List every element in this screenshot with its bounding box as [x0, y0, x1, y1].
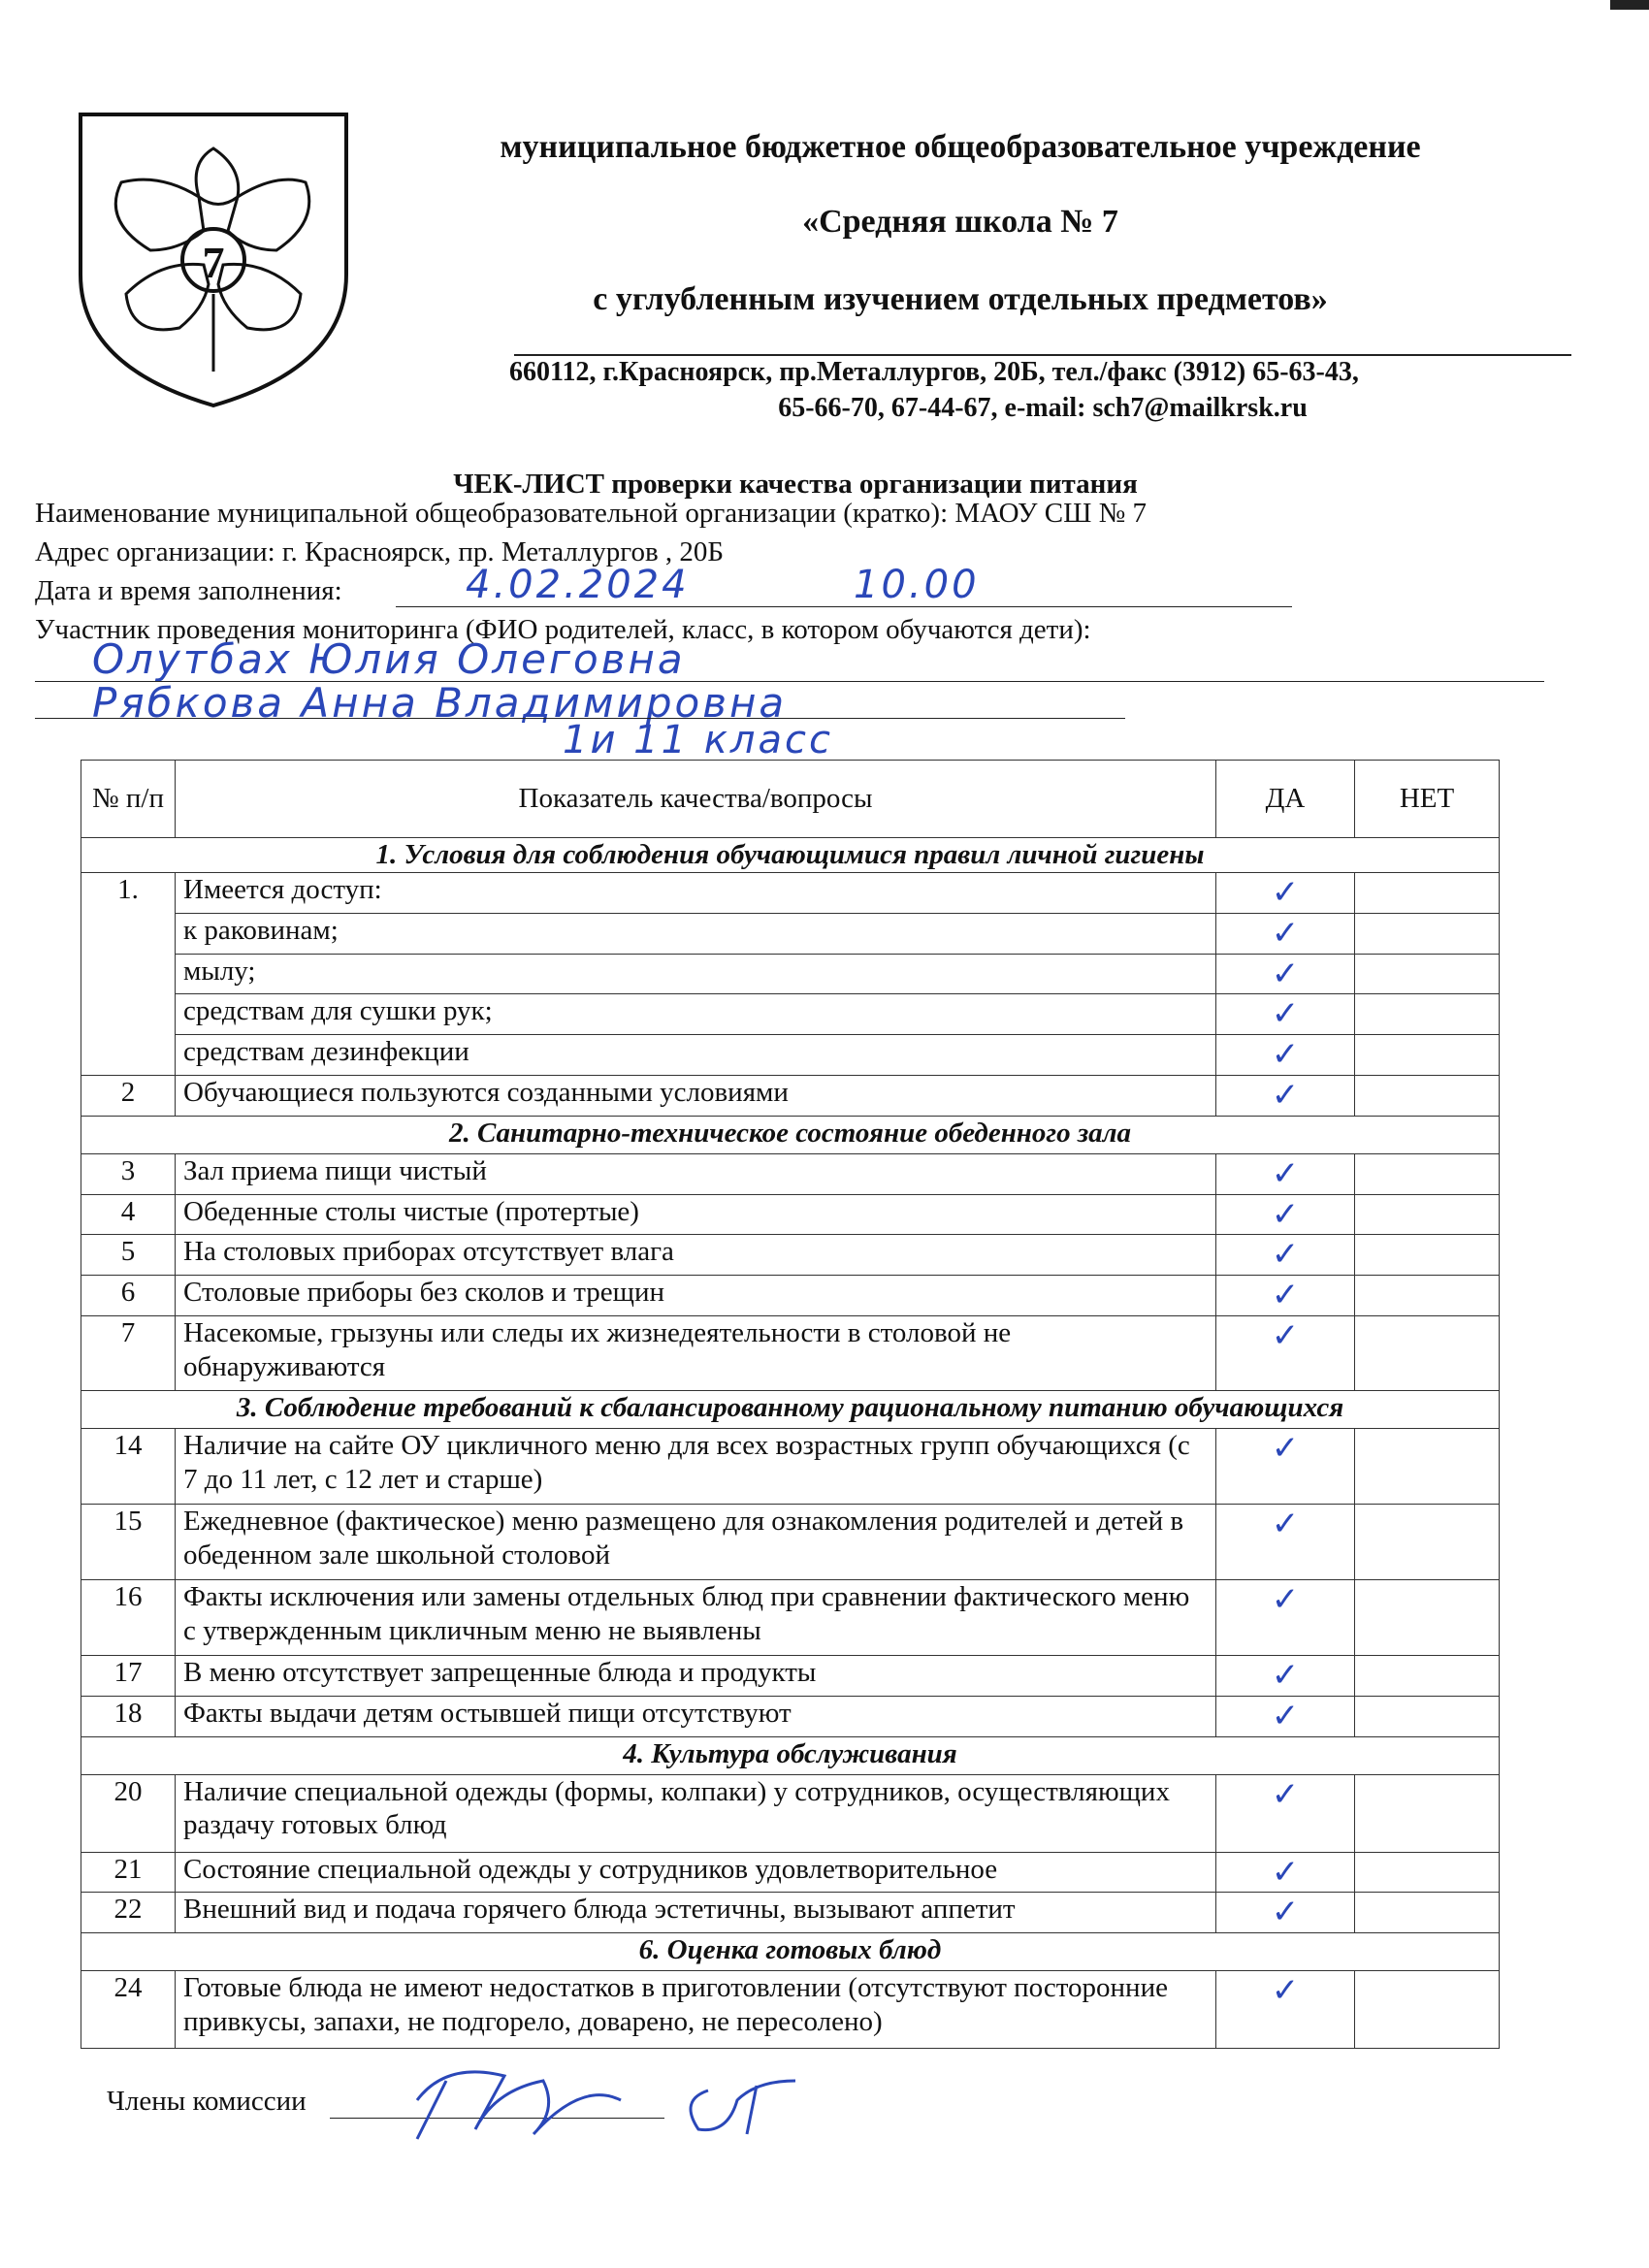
no-cell — [1355, 1235, 1500, 1276]
document-title: ЧЕК-ЛИСТ проверки качества организации питания — [453, 469, 1138, 500]
table-row: 7 Насекомые, грызуны или следы их жизнедеятельности в столовой не обнаруживаются ✓ — [81, 1315, 1500, 1390]
no-cell — [1355, 1579, 1500, 1655]
section-title: 4. Культура обслуживания — [81, 1736, 1500, 1774]
participant2-handwritten: Рябкова Анна Владимировна — [92, 679, 788, 727]
no-cell — [1355, 913, 1500, 954]
no-cell — [1355, 1035, 1500, 1076]
table-header-row — [81, 761, 1500, 838]
yes-check-mark: ✓ — [1216, 1235, 1355, 1276]
col-header-yes: ДА — [1216, 761, 1355, 838]
no-cell — [1355, 994, 1500, 1035]
no-cell — [1355, 1276, 1500, 1316]
no-cell — [1355, 1852, 1500, 1893]
yes-check-mark: ✓ — [1216, 1075, 1355, 1116]
table-row: 15 Ежедневное (фактическое) меню размещено для ознакомления родителей и детей в обеденном зале школьной столовой ✓ — [81, 1504, 1500, 1579]
no-cell — [1355, 1655, 1500, 1696]
yes-check-mark: ✓ — [1216, 1893, 1355, 1933]
yes-check-mark: ✓ — [1216, 1315, 1355, 1390]
yes-check-mark: ✓ — [1216, 1852, 1355, 1893]
no-cell — [1355, 1428, 1500, 1504]
table-row: 18 Факты выдачи детям остывшей пищи отсутствуют ✓ — [81, 1696, 1500, 1736]
section-title: 6. Оценка готовых блюд — [81, 1933, 1500, 1971]
yes-check-mark: ✓ — [1216, 1504, 1355, 1579]
no-cell — [1355, 1971, 1500, 2049]
table-row: средствам для сушки рук; ✓ — [81, 994, 1500, 1035]
svg-text:7: 7 — [202, 238, 225, 287]
yes-check-mark: ✓ — [1216, 913, 1355, 954]
no-cell — [1355, 1194, 1500, 1235]
no-cell — [1355, 1893, 1500, 1933]
section-title: 2. Санитарно-техническое состояние обеденного зала — [81, 1116, 1500, 1153]
org-address-line2: 65-66-70, 67-44-67, e-mail: sch7@mailkrsk.ru — [778, 393, 1308, 423]
yes-check-mark: ✓ — [1216, 1428, 1355, 1504]
handwritten-signatures — [388, 2042, 834, 2149]
org-address-line1: 660112, г.Красноярск, пр.Металлургов, 20Б, тел./факс (3912) 65-63-43, — [509, 357, 1359, 387]
no-cell — [1355, 1315, 1500, 1390]
yes-check-mark: ✓ — [1216, 1655, 1355, 1696]
scan-edge-mark — [1610, 0, 1649, 10]
date-time-label: Дата и время заполнения: — [35, 575, 342, 606]
table-row: 1. Имеется доступ: ✓ — [81, 873, 1500, 914]
table-row: 16 Факты исключения или замены отдельных блюд при сравнении фактического меню с утвержденным цикличным меню не выявлены ✓ — [81, 1579, 1500, 1655]
col-header-no: НЕТ — [1355, 761, 1500, 838]
table-row: 5 На столовых приборах отсутствует влага ✓ — [81, 1235, 1500, 1276]
col-header-question: Показатель качества/вопросы — [176, 761, 1216, 838]
participant-label: Участник проведения мониторинга (ФИО родителей, класс, в котором обучаются дети): — [35, 614, 1091, 645]
table-row: 2 Обучающиеся пользуются созданными условиями ✓ — [81, 1075, 1500, 1116]
table-row: 3 Зал приема пищи чистый ✓ — [81, 1153, 1500, 1194]
commission-members-label: Члены комиссии — [107, 2086, 307, 2117]
org-short-name-field: Наименование муниципальной общеобразовательной организации (кратко): МАОУ СШ № 7 — [35, 498, 1148, 529]
table-row: 6 Столовые приборы без сколов и трещин ✓ — [81, 1276, 1500, 1316]
table-row: 4 Обеденные столы чистые (протертые) ✓ — [81, 1194, 1500, 1235]
yes-check-mark: ✓ — [1216, 1696, 1355, 1736]
date-value-handwritten: 4.02.2024 — [466, 563, 690, 607]
yes-check-mark: ✓ — [1216, 1035, 1355, 1076]
section-title: 1. Условия для соблюдения обучающимися правил личной гигиены — [81, 838, 1500, 873]
no-cell — [1355, 1153, 1500, 1194]
table-row: 22 Внешний вид и подача горячего блюда эстетичны, вызывают аппетит ✓ — [81, 1893, 1500, 1933]
table-row: 21 Состояние специальной одежды у сотрудников удовлетворительное ✓ — [81, 1852, 1500, 1893]
no-cell — [1355, 1774, 1500, 1852]
table-row: мылу; ✓ — [81, 954, 1500, 994]
yes-check-mark: ✓ — [1216, 1194, 1355, 1235]
table-row: к раковинам; ✓ — [81, 913, 1500, 954]
org-name-line3: с углубленным изучением отдельных предметов» — [593, 281, 1328, 317]
org-name-line2: «Средняя школа № 7 — [802, 204, 1118, 240]
section-title: 3. Соблюдение требований к сбалансированному рациональному питанию обучающихся — [81, 1390, 1500, 1428]
table-row: 20 Наличие специальной одежды (формы, колпаки) у сотрудников, осуществляющих раздачу готовых блюд ✓ — [81, 1774, 1500, 1852]
no-cell — [1355, 1696, 1500, 1736]
class-value-handwritten: 1и 11 класс — [563, 718, 833, 762]
org-name-line1: муниципальное бюджетное общеобразовательное учреждение — [500, 129, 1421, 165]
table-row: средствам дезинфекции ✓ — [81, 1035, 1500, 1076]
yes-check-mark: ✓ — [1216, 994, 1355, 1035]
yes-check-mark: ✓ — [1216, 1971, 1355, 2049]
yes-check-mark: ✓ — [1216, 1774, 1355, 1852]
no-cell — [1355, 954, 1500, 994]
org-address-field: Адрес организации: г. Красноярск, пр. Металлургов , 20Б — [35, 536, 725, 567]
checklist-table — [81, 760, 1500, 2049]
header-divider — [514, 354, 1571, 356]
no-cell — [1355, 873, 1500, 914]
time-value-handwritten: 10.00 — [854, 563, 980, 607]
yes-check-mark: ✓ — [1216, 1579, 1355, 1655]
yes-check-mark: ✓ — [1216, 954, 1355, 994]
yes-check-mark: ✓ — [1216, 1153, 1355, 1194]
yes-check-mark: ✓ — [1216, 873, 1355, 914]
col-header-num: № п/п — [81, 761, 176, 838]
yes-check-mark: ✓ — [1216, 1276, 1355, 1316]
participant1-handwritten: Олутбах Юлия Олеговна — [92, 635, 686, 683]
table-row: 14 Наличие на сайте ОУ цикличного меню для всех возрастных групп обучающихся (с 7 до 11 лет, с 12 лет и старше) ✓ — [81, 1428, 1500, 1504]
table-row: 24 Готовые блюда не имеют недостатков в приготовлении (отсутствуют посторонние привкусы, запахи, не подгорело, доварено, не пересолено) ✓ — [81, 1971, 1500, 2049]
table-row: 17 В меню отсутствует запрещенные блюда и продукты ✓ — [81, 1655, 1500, 1696]
no-cell — [1355, 1504, 1500, 1579]
no-cell — [1355, 1075, 1500, 1116]
